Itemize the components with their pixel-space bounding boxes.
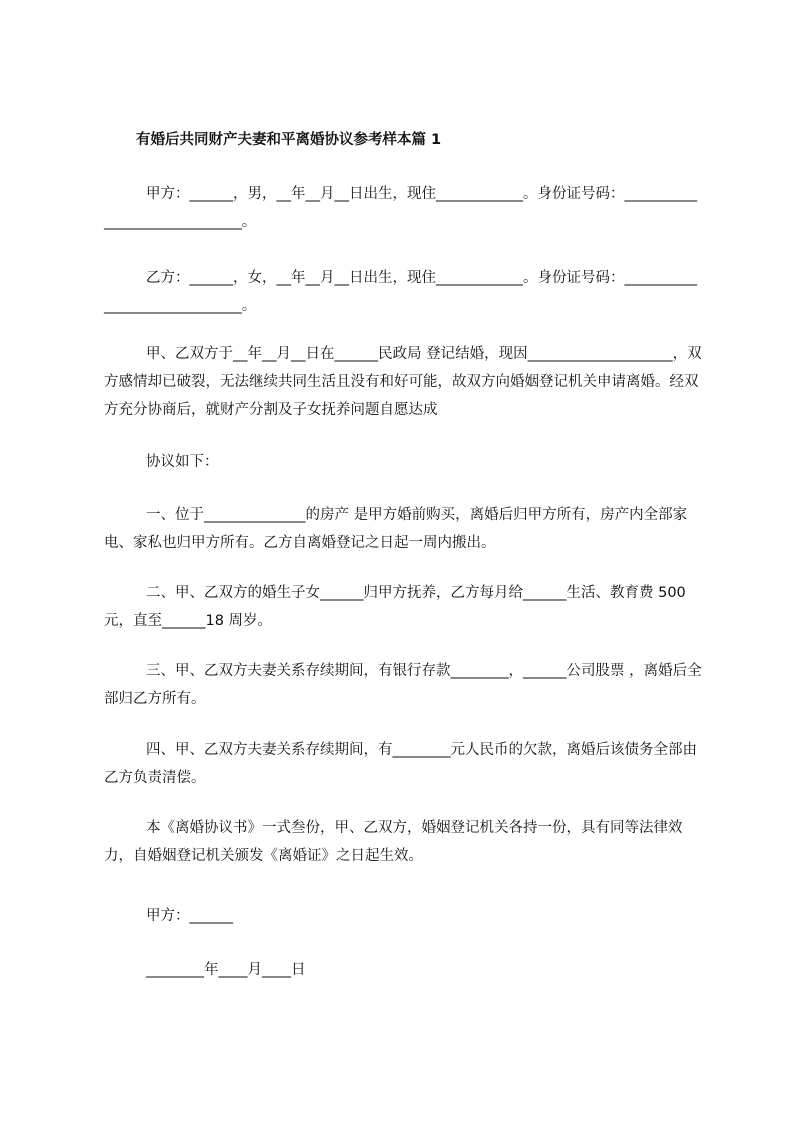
clause-1-paragraph: 一、位于______________的房产 是甲方婚前购买，离婚后归甲方所有，房产内全部家电、家私也归甲方所有。乙方自离婚登记之日起一周内搬出。 (104, 507, 688, 551)
intro-paragraph: 甲、乙双方于__年__月__日在______民政局 登记结婚，现因____________________，双方感情却已破裂，无法继续共同生活且没有和好可能，故双方向婚姻登记机关申请离婚。经双方充分协商后，就财产分割及子女抚养问题自愿达成 (104, 346, 702, 418)
party-b-paragraph: 乙方：______，女，__年__月__日出生，现住____________。身份证号码：_____________________________。 (104, 270, 697, 314)
date-line: ________年____月____日 (146, 962, 306, 978)
agreement-heading: 协议如下： (146, 454, 219, 470)
clause-2-paragraph: 二、甲、乙双方的婚生子女______归甲方抚养，乙方每月给______生活、教育费 500 元，直至______18 周岁。 (104, 585, 686, 629)
copies-paragraph: 本《离婚协议书》一式叁份，甲、乙双方，婚姻登记机关各持一份，具有同等法律效力，自婚姻登记机关颁发《离婚证》之日起生效。 (104, 820, 683, 864)
party-a-paragraph: 甲方：______，男，__年__月__日出生，现住____________。身份证号码：_____________________________。 (104, 186, 697, 230)
clause-3-paragraph: 三、甲、乙双方夫妻关系存续期间，有银行存款________，______公司股票 ，离婚后全部归乙方所有。 (104, 663, 702, 707)
signature-line: 甲方：______ (146, 908, 233, 924)
clause-4-paragraph: 四、甲、乙双方夫妻关系存续期间，有________元人民币的欠款，离婚后该债务全部由乙方负责清偿。 (104, 742, 697, 786)
document-title: 有婚后共同财产夫妻和平离婚协议参考样本篇 1 (136, 132, 442, 148)
